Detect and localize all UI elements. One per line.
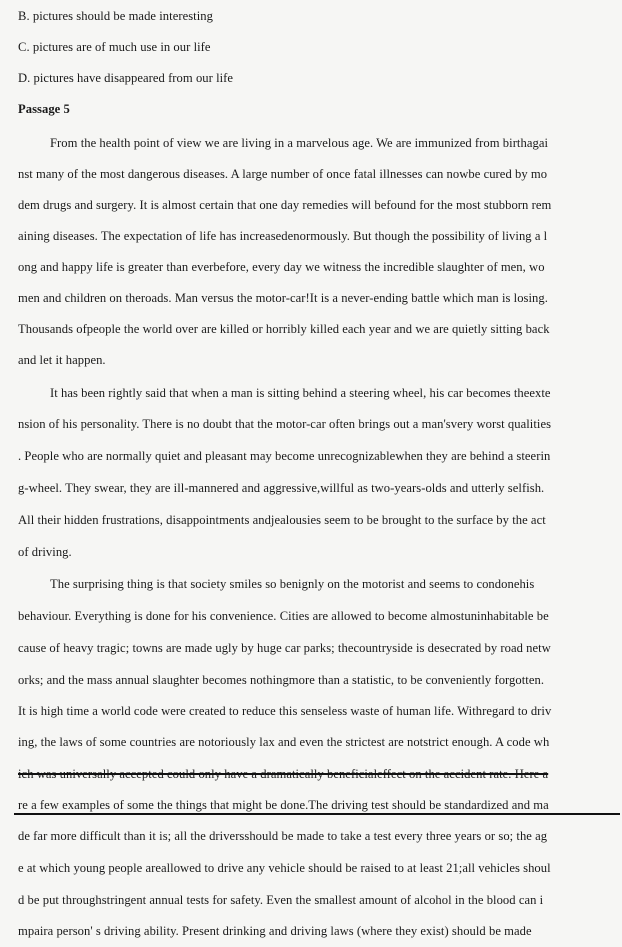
paragraph-line: nst many of the most dangerous diseases. A large number of once fatal illnesses can nowbe cured by mo	[18, 167, 548, 181]
underline-rule	[14, 813, 620, 815]
option-b: B. pictures should be made interesting	[18, 9, 213, 23]
paragraph-line: ong and happy life is greater than everbefore, every day we witness the incredible slaughter of men, wo	[18, 260, 545, 274]
paragraph-line: re a few examples of some the things that might be done.The driving test should be standardized and ma	[18, 798, 549, 812]
paragraph-line: Thousands ofpeople the world over are killed or horribly killed each year and we are quietly sitting back	[18, 322, 550, 336]
paragraph-line: It is high time a world code were created to reduce this senseless waste of human life. Withregard to driv	[18, 704, 552, 718]
paragraph-line: All their hidden frustrations, disappointments andjealousies seem to be brought to the surface by the act	[18, 513, 546, 527]
paragraph-line: of driving.	[18, 545, 72, 559]
paragraph-line: mpaira person' s driving ability. Present drinking and driving laws (where they exist) should be made	[18, 924, 532, 938]
paragraph-line: dem drugs and surgery. It is almost certain that one day remedies will befound for the most stubborn rem	[18, 198, 552, 212]
struck-line: ich was universally accepted could only have a dramatically beneficialeffect on the accident rate. Here a	[18, 767, 549, 781]
paragraph-line: . People who are normally quiet and pleasant may become unrecognizablewhen they are behind a steerin	[18, 449, 551, 463]
option-d: D. pictures have disappeared from our life	[18, 71, 234, 85]
paragraph-line: nsion of his personality. There is no doubt that the motor-car often brings out a man'svery worst qualities	[18, 417, 552, 431]
passage-heading: Passage 5	[18, 102, 70, 116]
paragraph-line: orks; and the mass annual slaughter becomes nothingmore than a statistic, to be conveniently forgotten.	[18, 673, 545, 687]
paragraph-line: It has been rightly said that when a man is sitting behind a steering wheel, his car becomes theexte	[50, 386, 551, 400]
paragraph-line: behaviour. Everything is done for his convenience. Cities are allowed to become almostuninhabitable be	[18, 609, 549, 623]
paragraph-line: From the health point of view we are living in a marvelous age. We are immunized from birthagai	[50, 136, 549, 150]
option-c: C. pictures are of much use in our life	[18, 40, 211, 54]
paragraph-line: g-wheel. They swear, they are ill-mannered and aggressive,willful as two-years-olds and utterly selfish.	[18, 481, 545, 495]
paragraph-line: and let it happen.	[18, 353, 106, 367]
paragraph-line: ing, the laws of some countries are notoriously lax and even the strictest are notstrict enough. A code wh	[18, 735, 550, 749]
paragraph-line: aining diseases. The expectation of life has increasedenormously. But though the possibility of living a l	[18, 229, 548, 243]
paragraph-line: e at which young people areallowed to drive any vehicle should be raised to at least 21;all vehicles shoul	[18, 861, 551, 875]
paragraph-line: cause of heavy tragic; towns are made ugly by huge car parks; thecountryside is desecrated by road netw	[18, 641, 551, 655]
paragraph-line: d be put throughstringent annual tests for safety. Even the smallest amount of alcohol in the blood can i	[18, 893, 544, 907]
paragraph-line: de far more difficult than it is; all the driversshould be made to take a test every three years or so; the ag	[18, 829, 548, 843]
paragraph-line: The surprising thing is that society smiles so benignly on the motorist and seems to condonehis	[50, 577, 535, 591]
paragraph-line: men and children on theroads. Man versus the motor-car!It is a never-ending battle which man is losing.	[18, 291, 548, 305]
